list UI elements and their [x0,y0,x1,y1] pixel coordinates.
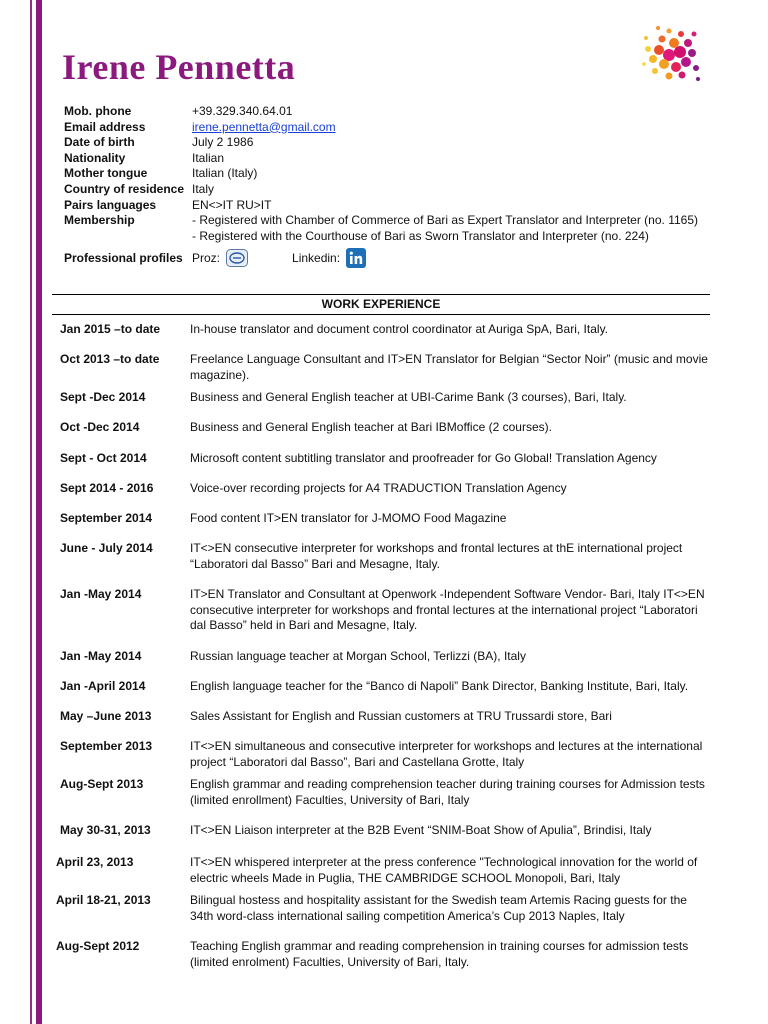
info-label: Country of residence [64,181,185,196]
candidate-name: Irene Pennetta [62,47,296,87]
experience-date: June - July 2014 [60,541,153,555]
experience-date: Sept -Dec 2014 [60,390,146,404]
experience-date: Oct 2013 –to date [60,352,160,366]
proz-icon[interactable] [226,249,248,267]
info-row [64,104,704,120]
info-label: Pairs languages [64,197,157,212]
professional-profiles [64,248,366,268]
experience-date: September 2013 [60,739,153,753]
info-value: - Registered with Chamber of Commerce of Bari as Expert Translator and Interpreter (no. 1165) [192,213,698,228]
experience-description: Freelance Language Consultant and IT>EN Translator for Belgian “Sector Noir” (music and movie magazine). [190,352,708,382]
info-row [64,213,704,229]
info-label: Date of birth [64,135,135,150]
experience-date: Jan 2015 –to date [60,322,161,336]
info-value: Italian (Italy) [192,166,258,181]
experience-description: IT<>EN Liaison interpreter at the B2B Event “SNIM-Boat Show of Apulia”, Brindisi, Italy [190,823,652,837]
experience-date: Sept - Oct 2014 [60,451,147,465]
experience-date: May 30-31, 2013 [60,823,151,837]
experience-description: Microsoft content subtitling translator and proofreader for Go Global! Translation Agency [190,451,657,465]
experience-date: Aug-Sept 2013 [60,777,144,791]
left-accent-bar [36,0,42,1024]
info-label [64,229,192,245]
info-label: Email address [64,119,146,134]
info-row [64,151,704,167]
experience-description: English language teacher for the “Banco di Napoli” Bank Director, Banking Institute, Bari, Italy. [190,679,689,693]
left-border-line [30,0,32,1024]
info-value: EN<>IT RU>IT [192,197,272,212]
experience-date: May –June 2013 [60,709,152,723]
info-value: Italy [192,181,215,196]
info-row [64,135,704,151]
experience-description: Sales Assistant for English and Russian customers at TRU Trussardi store, Bari [190,709,612,723]
experience-description: Bilingual hostess and hospitality assistant for the Swedish team Artemis Racing guests for the 34th word-class international sailing competition America’s Cup 2013 Naples, Italy [190,893,687,923]
experience-description: English grammar and reading comprehension teacher during training courses for Admission tests (limited enrollment) Faculties, University of Bari, Italy [190,777,705,807]
info-label: Mother tongue [64,166,148,181]
info-value: - Registered with the Courthouse of Bari as Sworn Translator and Interpreter (no. 224) [192,228,649,243]
contact-info [64,104,704,244]
experience-description: Business and General English teacher at Bari IBMoffice (2 courses). [190,420,552,434]
info-row [64,182,704,198]
experience-description: IT>EN Translator and Consultant at Openwork -Independent Software Vendor- Bari, Italy IT<>EN consecutive interpreter for workshops and frontal lectures at the international project “Laboratori dal Basso” held in Bari and Mesagne, Italy. [190,587,705,633]
experience-description: Business and General English teacher at UBI-Carime Bank (3 courses), Bari, Italy. [190,390,627,404]
experience-date: Sept 2014 - 2016 [60,481,154,495]
experience-description: In-house translator and document control coordinator at Auriga SpA, Bari, Italy. [190,322,609,336]
experience-date: September 2014 [60,511,153,525]
experience-description: Voice-over recording projects for A4 TRADUCTION Translation Agency [190,481,567,495]
experience-description: IT<>EN simultaneous and consecutive interpreter for workshops and lectures at the international project “Laboratori dal Basso”, Bari and Castellana Grotte, Italy [190,739,703,769]
experience-date: Jan -May 2014 [60,649,142,663]
experience-date: Oct -Dec 2014 [60,420,140,434]
experience-date: Jan -May 2014 [60,587,142,601]
info-label: Membership [64,213,135,228]
dots-logo-icon [636,24,702,84]
linkedin-icon[interactable] [346,248,366,268]
email-link[interactable]: irene.pennetta@gmail.com [192,119,336,134]
info-row [64,198,704,214]
info-label: Nationality [64,150,126,165]
experience-date: Aug-Sept 2012 [56,939,140,953]
work-experience-heading: WORK EXPERIENCE [52,294,710,315]
experience-description: Teaching English grammar and reading comprehension in training courses for admission tests (limited enrolment) Faculties, University of Bari, Italy. [190,939,689,969]
experience-description: Russian language teacher at Morgan School, Terlizzi (BA), Italy [190,649,526,663]
proz-label: Proz: [192,251,221,265]
info-value: +39.329.340.64.01 [192,104,293,118]
experience-date: Jan -April 2014 [60,679,146,693]
info-row [64,120,704,136]
info-value: July 2 1986 [192,135,254,150]
experience-date: April 23, 2013 [56,855,134,869]
experience-description: IT<>EN consecutive interpreter for workshops and frontal lectures at thE international project “Laboratori dal Basso” Bari and Mesagne, Italy. [190,541,683,571]
info-row [64,166,704,182]
info-label: Mob. phone [64,104,132,118]
experience-date: April 18-21, 2013 [56,893,151,907]
info-row [64,229,704,245]
experience-description: IT<>EN whispered interpreter at the press conference "Technological innovation for the world of electric wheels Made in Puglia, THE CAMBRIDGE SCHOOL Monopoli, Bari, Italy [190,855,698,885]
linkedin-label: Linkedin: [292,251,341,265]
info-value: Italian [192,150,225,165]
profiles-label: Professional profiles [64,251,183,265]
experience-description: Food content IT>EN translator for J-MOMO Food Magazine [190,511,507,525]
